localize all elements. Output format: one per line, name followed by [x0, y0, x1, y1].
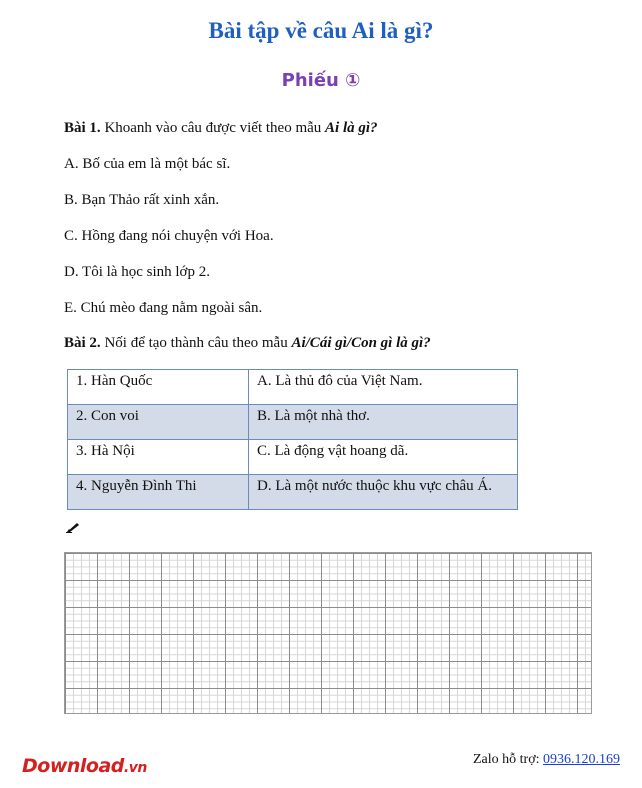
table-cell-right: A. Là thủ đô của Việt Nam.: [249, 370, 518, 405]
bai1-option-d: D. Tôi là học sinh lớp 2.: [64, 264, 210, 280]
bai1-label: Bài 1.: [64, 120, 101, 136]
zalo-phone-link[interactable]: 0936.120.169: [543, 752, 620, 767]
bai2-pattern: Ai/Cái gì/Con gì là gì?: [291, 335, 431, 351]
table-row: [68, 405, 518, 440]
handwriting-grid: [64, 552, 592, 714]
table-cell-right: D. Là một nước thuộc khu vực châu Á.: [249, 475, 518, 510]
bai1-option-a: A. Bố của em là một bác sĩ.: [64, 156, 231, 172]
zalo-support: [473, 752, 620, 768]
logo-suffix-text: .vn: [123, 760, 147, 776]
bai1-option-e: E. Chú mèo đang nằm ngoài sân.: [64, 300, 263, 316]
bai2-instruction: Nối để tạo thành câu theo mẫu: [100, 335, 292, 351]
table-row: [68, 475, 518, 510]
bai1-option-c: C. Hồng đang nói chuyện với Hoa.: [64, 228, 274, 244]
matching-table: [67, 369, 518, 510]
table-row: [68, 370, 518, 405]
table-cell-left: 1. Hàn Quốc: [68, 370, 249, 405]
bai2-label: Bài 2.: [64, 335, 101, 351]
table-cell-right: C. Là động vật hoang dã.: [249, 440, 518, 475]
download-vn-logo: [22, 755, 147, 777]
bai2-question: [64, 335, 431, 352]
worksheet-subtitle: Phiếu ①: [281, 70, 361, 91]
table-cell-left: 4. Nguyễn Đình Thi: [68, 475, 249, 510]
logo-main-text: Download: [22, 755, 124, 777]
zalo-support-label: Zalo hỗ trợ:: [473, 752, 543, 767]
bai1-instruction: Khoanh vào câu được viết theo mẫu: [100, 120, 326, 136]
table-cell-right: B. Là một nhà thơ.: [249, 405, 518, 440]
bai1-pattern: Ai là gì?: [325, 120, 378, 136]
table-cell-left: 2. Con voi: [68, 405, 249, 440]
bai1-option-b: B. Bạn Thảo rất xinh xắn.: [64, 192, 220, 208]
page-title: Bài tập về câu Ai là gì?: [208, 18, 434, 43]
table-cell-left: 3. Hà Nội: [68, 440, 249, 475]
bai1-question: [64, 120, 378, 137]
table-row: [68, 440, 518, 475]
writing-hand-icon: [66, 521, 80, 533]
